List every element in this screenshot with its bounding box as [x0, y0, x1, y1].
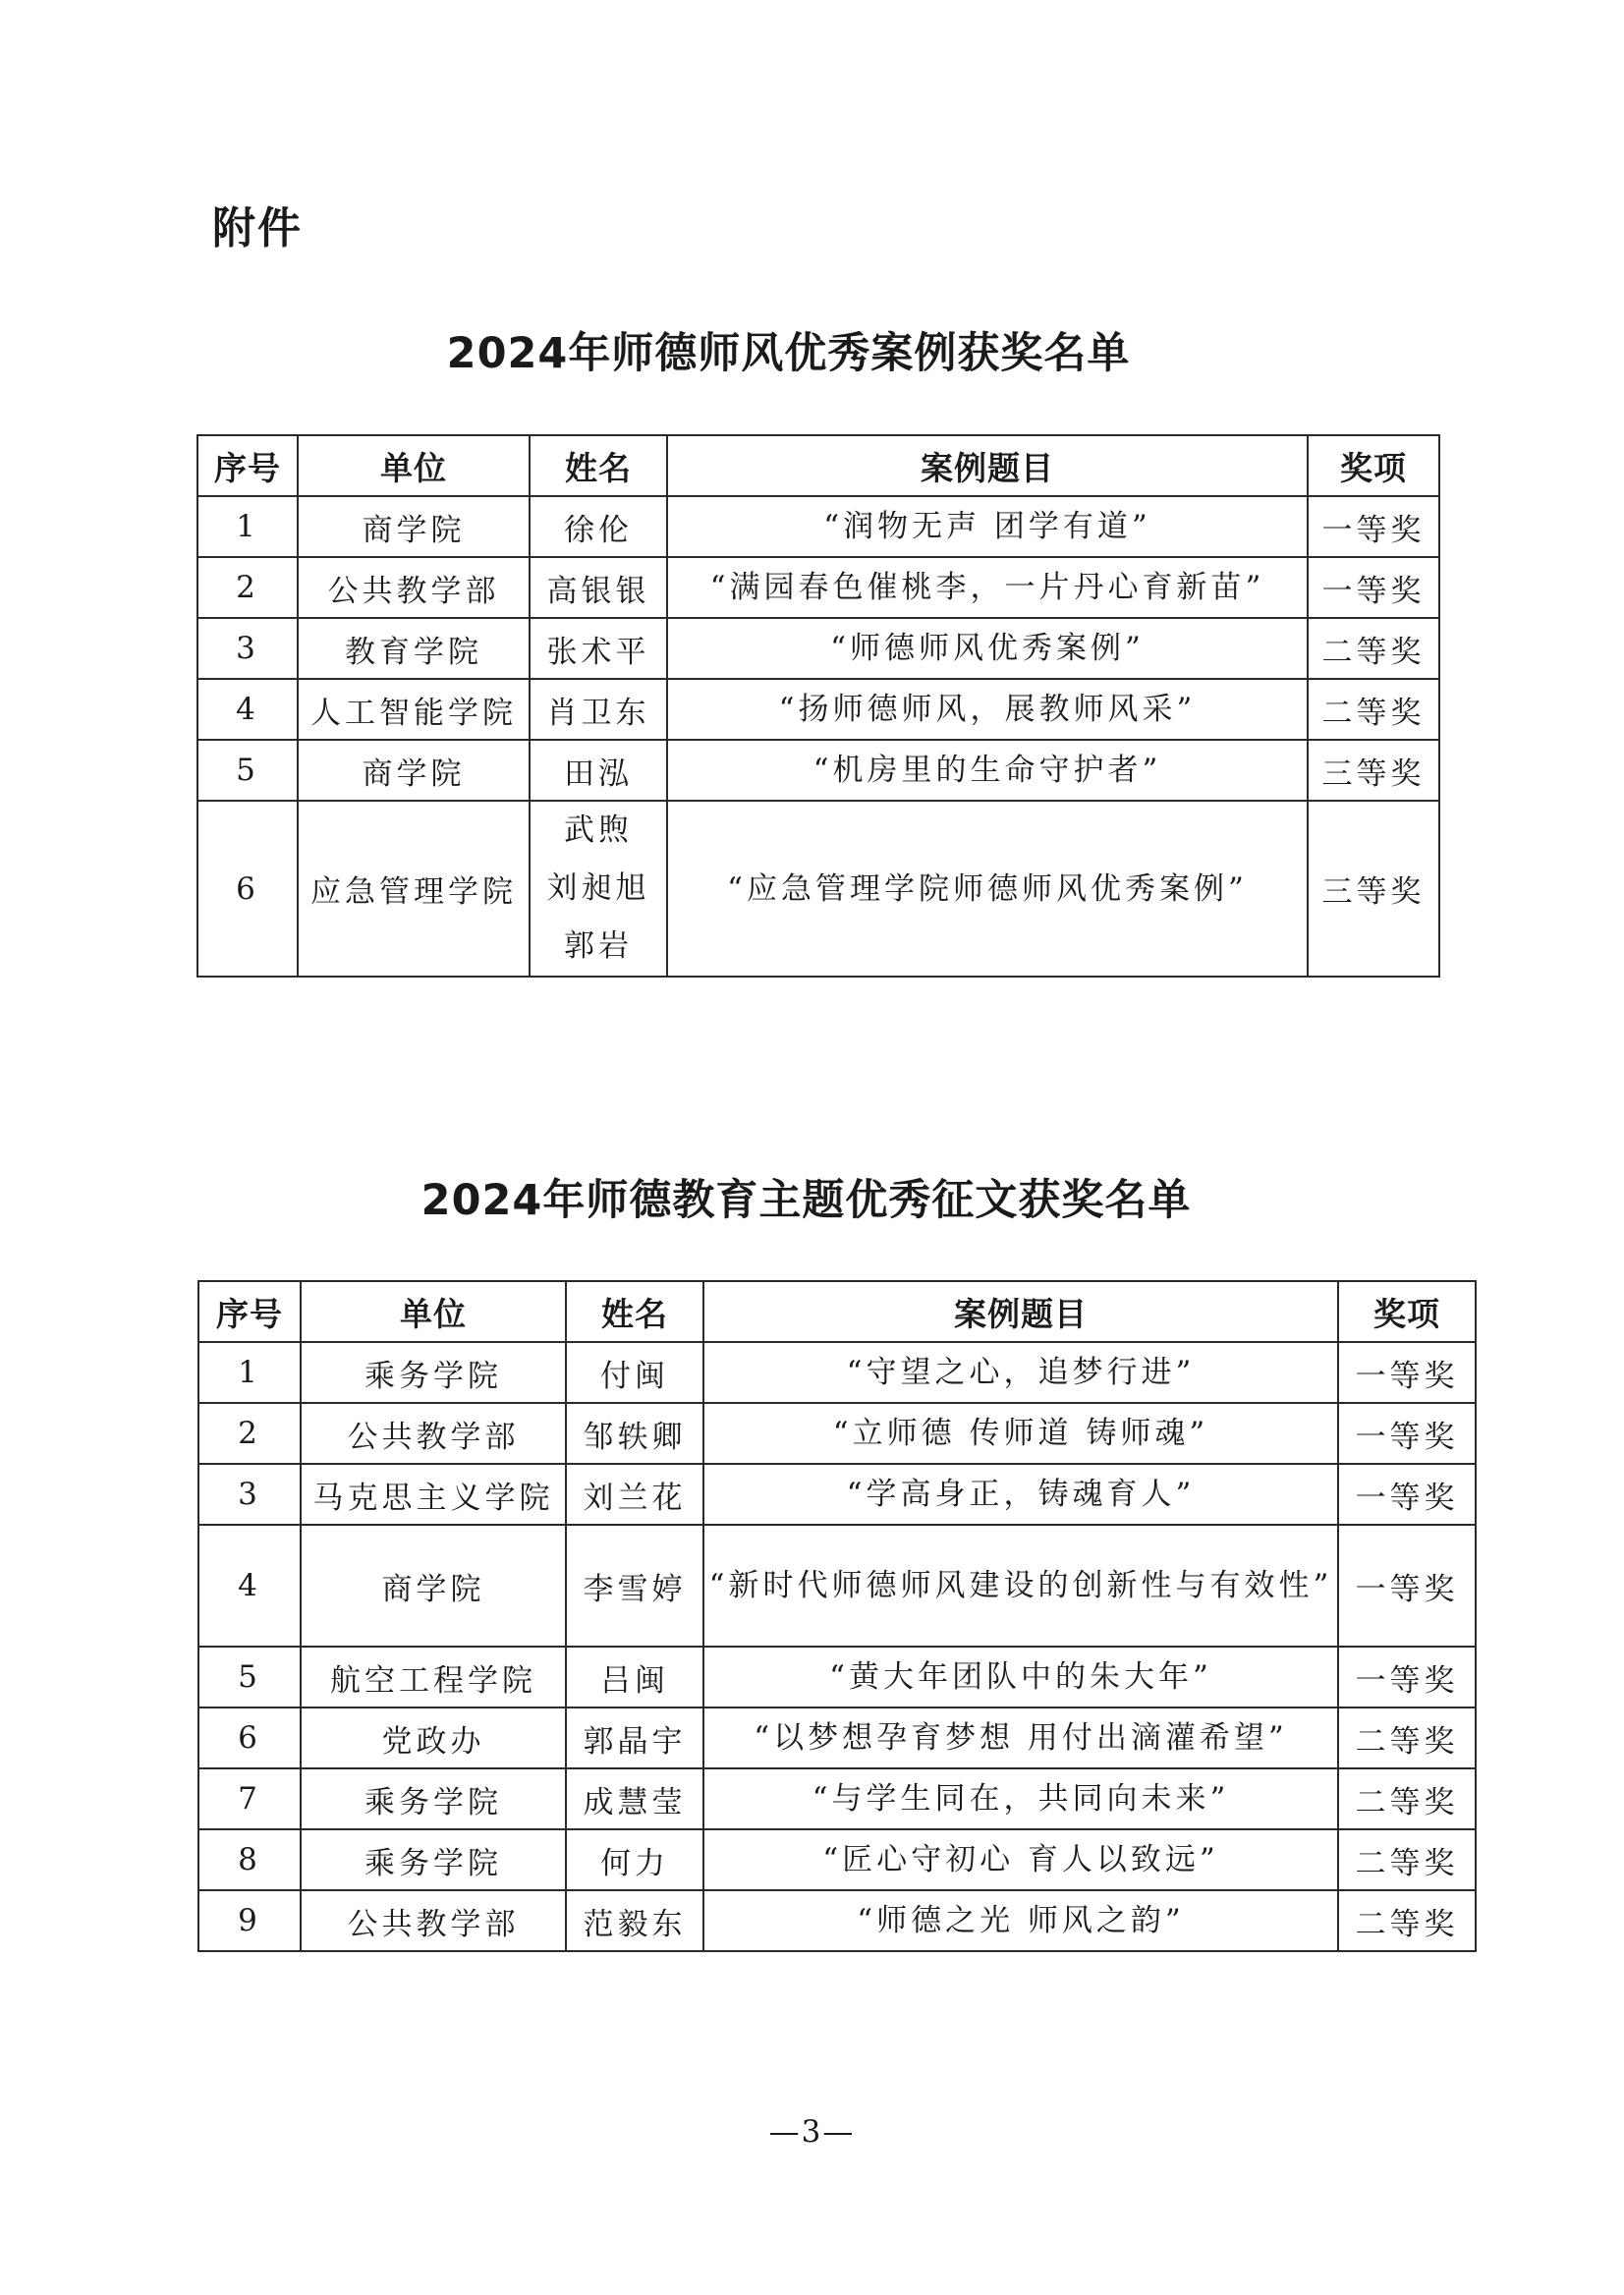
- row-award: 二等奖: [1338, 1707, 1476, 1768]
- case-award-table: [196, 434, 1440, 978]
- table-header-row: [197, 435, 1439, 496]
- table-row: [197, 801, 1439, 977]
- attachment-label: 附件: [212, 203, 303, 253]
- table1-title: 2024年师德师风优秀案例获奖名单: [446, 329, 1131, 378]
- row-case-title: “润物无声 团学有道”: [667, 496, 1308, 557]
- header-unit: 单位: [301, 1281, 566, 1342]
- table-row: [198, 1342, 1476, 1403]
- table-row: [198, 1403, 1476, 1464]
- table-row: [197, 496, 1439, 557]
- table2-title: 2024年师德教育主题优秀征文获奖名单: [420, 1176, 1192, 1225]
- row-name: 徐伦: [530, 496, 667, 557]
- row-unit: 航空工程学院: [301, 1647, 566, 1707]
- row-unit: 公共教学部: [301, 1890, 566, 1951]
- row-case-title: “立师德 传师道 铸师魂”: [703, 1403, 1338, 1464]
- row-no: 2: [197, 557, 298, 618]
- row-no: 3: [197, 618, 298, 679]
- row-no: 2: [198, 1403, 301, 1464]
- row-unit: 商学院: [298, 740, 530, 801]
- header-case-title: 案例题目: [667, 435, 1308, 496]
- header-case-title: 案例题目: [703, 1281, 1338, 1342]
- row-award: 一等奖: [1308, 496, 1439, 557]
- row-case-title: “师德之光 师风之韵”: [703, 1890, 1338, 1951]
- row-case-title: “扬师德师风，展教师风采”: [667, 679, 1308, 740]
- header-unit: 单位: [298, 435, 530, 496]
- row-name: 郭岩: [564, 928, 633, 964]
- header-name: 姓名: [566, 1281, 703, 1342]
- table-row: [197, 679, 1439, 740]
- header-award: 奖项: [1308, 435, 1439, 496]
- row-award: 三等奖: [1308, 801, 1439, 977]
- row-unit: 公共教学部: [301, 1403, 566, 1464]
- row-no: 8: [198, 1829, 301, 1890]
- row-unit: 商学院: [298, 496, 530, 557]
- row-no: 5: [198, 1647, 301, 1707]
- row-case-title: “以梦想孕育梦想 用付出滴灌希望”: [703, 1707, 1338, 1768]
- row-no: 9: [198, 1890, 301, 1951]
- row-award: 一等奖: [1308, 557, 1439, 618]
- row-no: 3: [198, 1464, 301, 1525]
- row-no: 7: [198, 1768, 301, 1829]
- table-row: [197, 740, 1439, 801]
- header-no: 序号: [198, 1281, 301, 1342]
- row-case-title: “守望之心，追梦行进”: [703, 1342, 1338, 1403]
- row-no: 4: [197, 679, 298, 740]
- row-name: 刘兰花: [566, 1464, 703, 1525]
- row-no: 1: [197, 496, 298, 557]
- row-name: 田泓: [530, 740, 667, 801]
- row-name: 邹轶卿: [566, 1403, 703, 1464]
- row-award: 一等奖: [1338, 1647, 1476, 1707]
- table-row: [198, 1464, 1476, 1525]
- row-case-title: “满园春色催桃李，一片丹心育新苗”: [667, 557, 1308, 618]
- row-name: 成慧莹: [566, 1768, 703, 1829]
- header-name: 姓名: [530, 435, 667, 496]
- page-number: —3—: [768, 2114, 856, 2150]
- row-name: 何力: [566, 1829, 703, 1890]
- row-unit: 应急管理学院: [298, 801, 530, 977]
- row-name: 张术平: [530, 618, 667, 679]
- row-award: 二等奖: [1338, 1890, 1476, 1951]
- row-name: 武煦: [564, 812, 633, 848]
- row-no: 6: [198, 1707, 301, 1768]
- row-case-title: “应急管理学院师德师风优秀案例”: [667, 801, 1308, 977]
- row-unit: 商学院: [301, 1525, 566, 1647]
- row-unit: 人工智能学院: [298, 679, 530, 740]
- row-case-title: “师德师风优秀案例”: [667, 618, 1308, 679]
- row-no: 4: [198, 1525, 301, 1647]
- row-name: 高银银: [530, 557, 667, 618]
- row-case-title: “匠心守初心 育人以致远”: [703, 1829, 1338, 1890]
- row-award: 一等奖: [1338, 1525, 1476, 1647]
- table-row: [198, 1768, 1476, 1829]
- row-name: 郭晶宇: [566, 1707, 703, 1768]
- row-case-title: “与学生同在，共同向未来”: [703, 1768, 1338, 1829]
- row-name: 刘昶旭: [546, 870, 650, 906]
- table-row: [197, 618, 1439, 679]
- header-award: 奖项: [1338, 1281, 1476, 1342]
- table-row: [197, 557, 1439, 618]
- table-row: [198, 1647, 1476, 1707]
- row-award: 一等奖: [1338, 1403, 1476, 1464]
- table-row: [198, 1707, 1476, 1768]
- row-name: 吕闽: [566, 1647, 703, 1707]
- row-award: 二等奖: [1338, 1829, 1476, 1890]
- row-award: 三等奖: [1308, 740, 1439, 801]
- row-unit: 党政办: [301, 1707, 566, 1768]
- row-unit: 乘务学院: [301, 1342, 566, 1403]
- row-case-title: “新时代师德师风建设的创新性与有效性”: [703, 1525, 1338, 1647]
- row-award: 一等奖: [1338, 1464, 1476, 1525]
- row-award: 二等奖: [1308, 618, 1439, 679]
- row-name: 付闽: [566, 1342, 703, 1403]
- row-unit: 乘务学院: [301, 1829, 566, 1890]
- table-row: [198, 1525, 1476, 1647]
- row-award: 二等奖: [1308, 679, 1439, 740]
- table-header-row: [198, 1281, 1476, 1342]
- row-award: 二等奖: [1338, 1768, 1476, 1829]
- row-name: 肖卫东: [530, 679, 667, 740]
- row-case-title: “机房里的生命守护者”: [667, 740, 1308, 801]
- header-no: 序号: [197, 435, 298, 496]
- row-award: 一等奖: [1338, 1342, 1476, 1403]
- essay-award-table: [197, 1280, 1477, 1952]
- row-name: 李雪婷: [566, 1525, 703, 1647]
- row-case-title: “学高身正，铸魂育人”: [703, 1464, 1338, 1525]
- row-unit: 教育学院: [298, 618, 530, 679]
- row-unit: 乘务学院: [301, 1768, 566, 1829]
- row-unit: 马克思主义学院: [301, 1464, 566, 1525]
- table-row: [198, 1829, 1476, 1890]
- row-no: 5: [197, 740, 298, 801]
- table-row: [198, 1890, 1476, 1951]
- row-case-title: “黄大年团队中的朱大年”: [703, 1647, 1338, 1707]
- row-names: [530, 801, 667, 977]
- row-no: 1: [198, 1342, 301, 1403]
- row-unit: 公共教学部: [298, 557, 530, 618]
- row-name: 范毅东: [566, 1890, 703, 1951]
- row-no: 6: [197, 801, 298, 977]
